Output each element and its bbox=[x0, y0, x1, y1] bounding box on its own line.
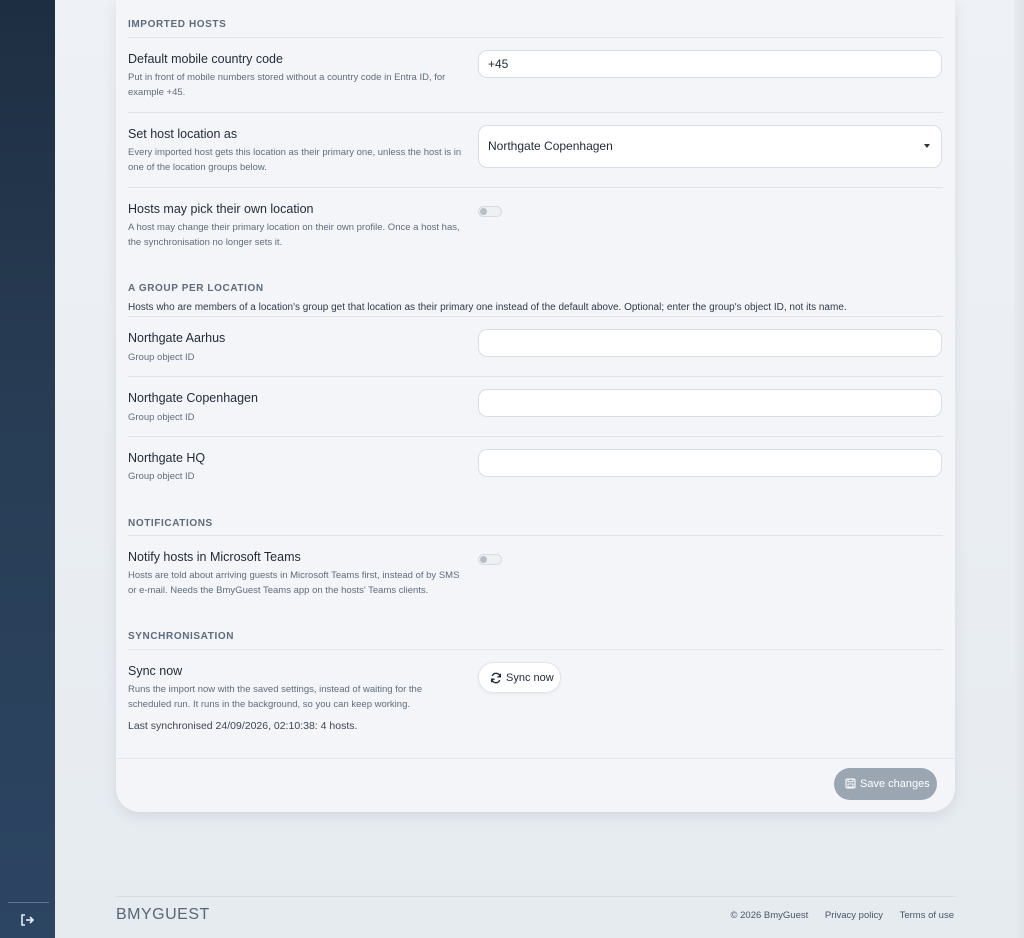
refresh-icon bbox=[490, 672, 502, 684]
section-rule bbox=[128, 649, 943, 650]
settings-card bbox=[116, 0, 955, 812]
sync-now-button-label: Sync now bbox=[506, 672, 554, 684]
row-rule bbox=[128, 436, 943, 437]
footer-links bbox=[716, 910, 954, 921]
sync-label: Sync now bbox=[128, 664, 183, 678]
country-code-description: Put in front of mobile numbers stored without a country code in Entra ID, for example +45. bbox=[128, 72, 446, 98]
location-aarhus-label: Northgate Aarhus bbox=[128, 331, 226, 345]
sync-now-button[interactable] bbox=[478, 662, 561, 693]
card-footer-divider bbox=[116, 758, 955, 759]
section-rule bbox=[128, 535, 943, 536]
page-footer-rule bbox=[116, 896, 955, 897]
copyright-text: © 2026 BmyGuest bbox=[730, 910, 809, 921]
floppy-disk-icon bbox=[845, 778, 856, 789]
host-location-selected: Northgate Copenhagen bbox=[488, 139, 613, 153]
sync-description: Runs the import now with the saved settings, instead of waiting for the scheduled run. It runs in the background, so you can keep working. bbox=[128, 684, 423, 710]
group-per-location-description: Hosts who are members of a location's group get that location as their primary one instead of the default above. Optional; enter the group's object ID, not its name. bbox=[128, 302, 847, 313]
location-copenhagen-input[interactable] bbox=[478, 389, 942, 417]
section-rule bbox=[128, 316, 943, 317]
section-rule bbox=[128, 37, 943, 38]
teams-toggle[interactable] bbox=[478, 554, 502, 565]
host-location-select[interactable] bbox=[478, 125, 942, 168]
country-code-input[interactable] bbox=[478, 50, 942, 78]
section-heading-synchronisation: SYNCHRONISATION bbox=[128, 631, 235, 642]
row-rule bbox=[128, 376, 943, 377]
teams-label: Notify hosts in Microsoft Teams bbox=[128, 550, 301, 564]
location-copenhagen-label: Northgate Copenhagen bbox=[128, 391, 258, 405]
pick-own-label: Hosts may pick their own location bbox=[128, 202, 314, 216]
logout-icon[interactable] bbox=[19, 912, 37, 928]
toggle-knob bbox=[480, 556, 487, 563]
location-aarhus-input[interactable] bbox=[478, 329, 942, 357]
row-rule bbox=[128, 187, 943, 188]
pick-own-description: A host may change their primary location on their own profile. Once a host has, the synchronisation no longer sets it. bbox=[128, 222, 460, 248]
host-location-description: Every imported host gets this location as their primary one, unless the host is in one of the location groups below. bbox=[128, 147, 462, 173]
caret-down-icon bbox=[924, 144, 930, 148]
location-copenhagen-sublabel: Group object ID bbox=[128, 412, 195, 423]
privacy-policy-link[interactable]: Privacy policy bbox=[824, 910, 883, 921]
window-edge bbox=[1014, 0, 1024, 938]
terms-of-use-link[interactable]: Terms of use bbox=[899, 910, 954, 921]
host-location-label: Set host location as bbox=[128, 127, 238, 141]
section-heading-notifications: NOTIFICATIONS bbox=[128, 518, 213, 529]
country-code-label: Default mobile country code bbox=[128, 52, 283, 66]
teams-description: Hosts are told about arriving guests in Microsoft Teams first, instead of by SMS or e-mail. Needs the BmyGuest Teams app on the hosts' Teams clients. bbox=[128, 570, 460, 596]
location-aarhus-sublabel: Group object ID bbox=[128, 352, 195, 363]
sidebar bbox=[0, 0, 55, 938]
row-rule bbox=[128, 112, 943, 113]
location-hq-sublabel: Group object ID bbox=[128, 471, 195, 482]
sidebar-divider bbox=[8, 902, 49, 903]
save-changes-button[interactable] bbox=[834, 768, 937, 800]
location-hq-label: Northgate HQ bbox=[128, 451, 206, 465]
location-hq-input[interactable] bbox=[478, 449, 942, 477]
brand-logo: BMYGUEST bbox=[116, 906, 210, 923]
toggle-knob bbox=[480, 208, 487, 215]
last-synchronised: Last synchronised 24/09/2026, 02:10:38: 4 hosts. bbox=[128, 720, 358, 732]
section-heading-imported-hosts: IMPORTED HOSTS bbox=[128, 19, 227, 30]
section-heading-group-per-location: A GROUP PER LOCATION bbox=[128, 283, 264, 294]
pick-own-toggle[interactable] bbox=[478, 206, 502, 217]
save-changes-label: Save changes bbox=[860, 778, 930, 790]
